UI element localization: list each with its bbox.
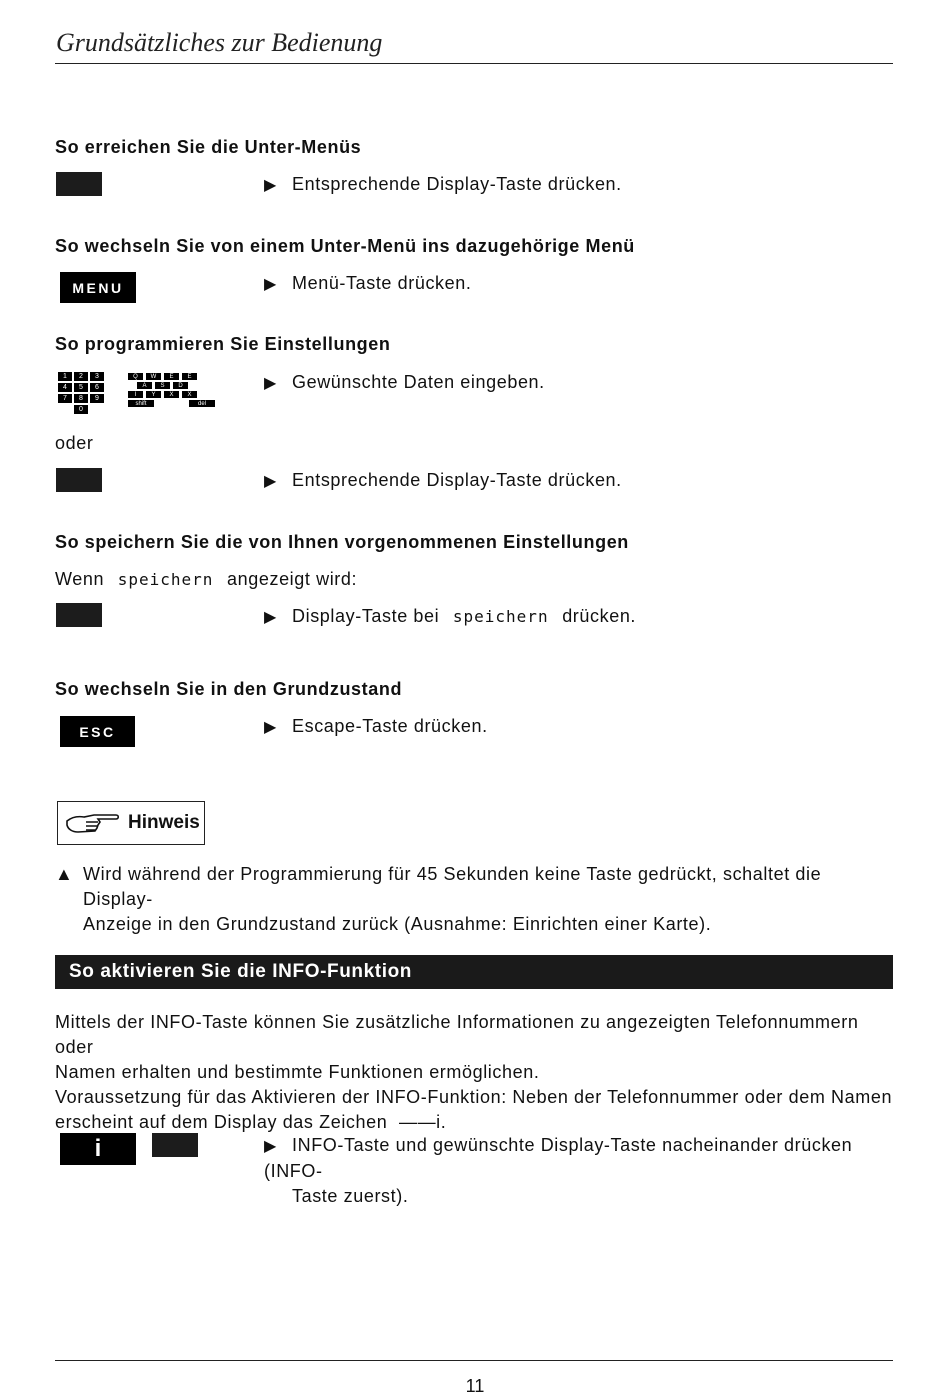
page-header-title: Grundsätzliches zur Bedienung bbox=[56, 28, 383, 57]
hint-text-line: Wird während der Programmierung für 45 Sekunden keine Taste gedrückt, schaltet die Display- bbox=[83, 864, 822, 909]
keypad-key: 0 bbox=[74, 405, 88, 414]
heading-program: So programmieren Sie Einstellungen bbox=[55, 334, 391, 354]
heading-submenus: So erreichen Sie die Unter-Menüs bbox=[55, 137, 362, 157]
keypad-key: 2 bbox=[74, 372, 88, 381]
qwerty-key: X bbox=[164, 391, 179, 398]
info-section-bar bbox=[55, 955, 893, 989]
esc-key bbox=[60, 716, 135, 747]
hint-text bbox=[83, 862, 895, 937]
display-key bbox=[56, 172, 102, 196]
qwerty-key: Y bbox=[146, 391, 161, 398]
step-text: Menü-Taste drücken. bbox=[292, 273, 472, 293]
step-program-2 bbox=[264, 468, 894, 494]
step-text: Escape-Taste drücken. bbox=[292, 716, 488, 736]
heading-save: So speichern Sie die von Ihnen vorgenommenen Einstellungen bbox=[55, 532, 629, 552]
hint-box bbox=[57, 801, 205, 845]
hint-text-line: Anzeige in den Grundzustand zurück (Ausnahme: Einrichten einer Karte). bbox=[83, 914, 712, 934]
or-text: oder bbox=[55, 433, 94, 453]
esc-key-label: ESC bbox=[79, 723, 116, 740]
keypad-key: 8 bbox=[74, 394, 88, 403]
arrow-right-icon: ▶ bbox=[264, 177, 277, 194]
info-paragraph-text: erscheint auf dem Display das Zeichen bbox=[55, 1112, 388, 1132]
keypad-key: 1 bbox=[58, 372, 72, 381]
page-number: 11 bbox=[465, 1376, 485, 1396]
step-text-after: drücken. bbox=[562, 606, 637, 626]
qwerty-key: X bbox=[182, 391, 197, 398]
step-back-to-menu bbox=[264, 271, 894, 297]
heading-idle: So wechseln Sie in den Grundzustand bbox=[55, 679, 403, 699]
del-key: del bbox=[189, 400, 215, 407]
heading-back-to-menu: So wechseln Sie von einem Unter-Menü ins dazugehörige Menü bbox=[55, 236, 635, 256]
arrow-right-icon: ▶ bbox=[264, 473, 277, 490]
info-symbol: ——i. bbox=[398, 1112, 447, 1132]
display-key bbox=[152, 1133, 198, 1157]
keypad-key: 9 bbox=[90, 394, 104, 403]
keypad-key: 6 bbox=[90, 383, 104, 392]
arrow-right-icon: ▶ bbox=[264, 276, 277, 293]
info-paragraph-line: Namen erhalten und bestimmte Funktionen ermöglichen. bbox=[55, 1062, 540, 1082]
keypad-key: 7 bbox=[58, 394, 72, 403]
step-text: Gewünschte Daten eingeben. bbox=[292, 372, 545, 392]
step-program-1 bbox=[264, 370, 894, 396]
step-info bbox=[264, 1133, 894, 1209]
numeric-keypad-icon bbox=[58, 372, 104, 414]
step-text: Entsprechende Display-Taste drücken. bbox=[292, 470, 622, 490]
step-text: INFO-Taste und gewünschte Display-Taste nacheinander drücken (INFO- bbox=[264, 1135, 853, 1181]
info-paragraph-line: Voraussetzung für das Aktivieren der INFO-Funktion: Neben der Telefonnummer oder dem Namen bbox=[55, 1087, 893, 1107]
shift-key: shift bbox=[128, 400, 154, 407]
info-key bbox=[60, 1133, 136, 1165]
step-save bbox=[264, 604, 894, 630]
step-text-cont: Taste zuerst). bbox=[292, 1186, 409, 1206]
info-key-label: i bbox=[94, 1135, 102, 1162]
display-key bbox=[56, 603, 102, 627]
step-idle bbox=[264, 714, 894, 740]
display-key bbox=[56, 468, 102, 492]
header-rule bbox=[55, 63, 893, 64]
display-word-speichern: speichern bbox=[452, 607, 549, 626]
save-intro-before: Wenn bbox=[55, 569, 105, 589]
qwerty-key: D bbox=[173, 382, 188, 389]
arrow-right-icon: ▶ bbox=[264, 375, 277, 392]
step-text-before: Display-Taste bei bbox=[292, 606, 440, 626]
info-section-title: So aktivieren Sie die INFO-Funktion bbox=[69, 961, 412, 982]
qwerty-key: I bbox=[128, 391, 143, 398]
info-paragraph-line: Mittels der INFO-Taste können Sie zusätzliche Informationen zu angezeigten Telefonnummern oder bbox=[55, 1012, 859, 1057]
qwerty-key: E bbox=[164, 373, 179, 380]
triangle-up-icon: ▲ bbox=[55, 864, 74, 884]
info-paragraph-line bbox=[55, 1110, 895, 1135]
qwerty-key: Q bbox=[128, 373, 143, 380]
footer-rule bbox=[55, 1360, 893, 1361]
qwerty-key: A bbox=[137, 382, 152, 389]
pointing-hand-icon bbox=[64, 809, 120, 837]
save-intro-after: angezeigt wird: bbox=[227, 569, 358, 589]
arrow-right-icon: ▶ bbox=[264, 609, 277, 626]
keypad-key: 5 bbox=[74, 383, 88, 392]
arrow-right-icon: ▶ bbox=[264, 1138, 277, 1155]
qwerty-key: E bbox=[182, 373, 197, 380]
hint-label: Hinweis bbox=[128, 812, 200, 833]
step-text: Entsprechende Display-Taste drücken. bbox=[292, 174, 622, 194]
arrow-right-icon: ▶ bbox=[264, 719, 277, 736]
display-word-speichern: speichern bbox=[117, 570, 214, 589]
qwerty-key: S bbox=[155, 382, 170, 389]
keypad-key: 4 bbox=[58, 383, 72, 392]
step-submenus bbox=[264, 172, 894, 198]
qwerty-key: W bbox=[146, 373, 161, 380]
menu-key bbox=[60, 272, 136, 303]
qwerty-keyboard-icon bbox=[128, 373, 218, 409]
keypad-key: 3 bbox=[90, 372, 104, 381]
save-intro bbox=[55, 567, 357, 592]
info-paragraph bbox=[55, 1010, 895, 1135]
menu-key-label: MENU bbox=[72, 279, 124, 296]
